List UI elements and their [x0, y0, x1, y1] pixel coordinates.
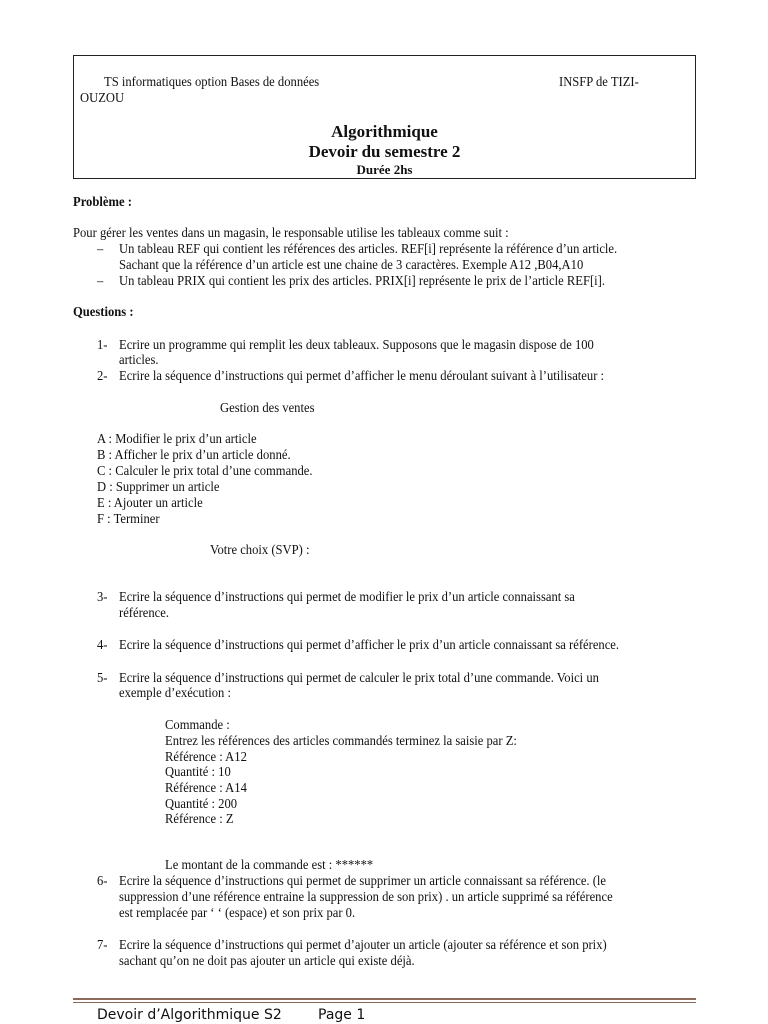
- page-subtitle: Devoir du semestre 2: [308, 142, 461, 161]
- bullet-2: Un tableau PRIX qui contient les prix des articles. PRIX[i] représente le prix de l’article REF[i].: [119, 274, 606, 289]
- q4-number: 4-: [97, 638, 108, 653]
- menu-prompt: Votre choix (SVP) :: [210, 543, 310, 558]
- institution-label-cont: OUZOU: [80, 91, 125, 106]
- institution-label: INSFP de TIZI-: [559, 75, 639, 90]
- page-title: Algorithmique: [331, 122, 438, 141]
- menu-item-c: C : Calculer le prix total d’une commande.: [97, 464, 313, 479]
- example-line: Référence : A14: [165, 781, 247, 796]
- q6-line-1: Ecrire la séquence d’instructions qui permet de supprimer un article connaissant sa référence. (le: [119, 874, 606, 889]
- q6-number: 6-: [97, 874, 108, 889]
- bullet-dash-1: –: [97, 242, 104, 257]
- q2-number: 2-: [97, 369, 108, 384]
- example-line: Commande :: [165, 718, 230, 733]
- questions-heading: Questions :: [73, 305, 134, 320]
- example-result: Le montant de la commande est : ******: [165, 858, 374, 873]
- q6-line-3: est remplacée par ‘ ‘ (espace) et son prix par 0.: [119, 906, 356, 921]
- example-line: Quantité : 200: [165, 797, 238, 812]
- exam-duration: Durée 2hs: [356, 162, 413, 177]
- example-line: Quantité : 10: [165, 765, 231, 780]
- q1-number: 1-: [97, 338, 108, 353]
- q7-number: 7-: [97, 938, 108, 953]
- problem-heading: Problème :: [73, 195, 132, 210]
- footer-rule: [73, 998, 696, 1000]
- q3-number: 3-: [97, 590, 108, 605]
- bullet-dash-2: –: [97, 274, 104, 289]
- menu-item-a: A : Modifier le prix d’un article: [97, 432, 257, 447]
- q7-line-1: Ecrire la séquence d’instructions qui permet d’ajouter un article (ajouter sa référence et son prix): [119, 938, 607, 953]
- bullet-1-line-1: Un tableau REF qui contient les références des articles. REF[i] représente la référence d’un article.: [119, 242, 618, 257]
- q6-line-2: suppression d’une référence entraine la suppression de son prix) . un article supprimé sa référence: [119, 890, 613, 905]
- example-line: Référence : A12: [165, 750, 247, 765]
- example-line: Entrez les références des articles commandés terminez la saisie par Z:: [165, 734, 517, 749]
- q5-line-2: exemple d’exécution :: [119, 686, 231, 701]
- menu-item-f: F : Terminer: [97, 512, 160, 527]
- q3-line-1: Ecrire la séquence d’instructions qui permet de modifier le prix d’un article connaissant sa: [119, 590, 575, 605]
- footer-rule: [73, 1002, 696, 1003]
- problem-intro: Pour gérer les ventes dans un magasin, le responsable utilise les tableaux comme suit :: [73, 226, 509, 241]
- q7-line-2: sachant qu’on ne doit pas ajouter un article qui existe déjà.: [119, 954, 415, 969]
- menu-title: Gestion des ventes: [220, 401, 315, 416]
- q5-line-1: Ecrire la séquence d’instructions qui permet de calculer le prix total d’une commande. Voici un: [119, 671, 599, 686]
- q3-line-2: référence.: [119, 606, 170, 621]
- q1-line-1: Ecrire un programme qui remplit les deux tableaux. Supposons que le magasin dispose de 100: [119, 338, 594, 353]
- q5-number: 5-: [97, 671, 108, 686]
- example-line: Référence : Z: [165, 812, 234, 827]
- q2-line-1: Ecrire la séquence d’instructions qui permet d’afficher le menu déroulant suivant à l’utilisateur :: [119, 369, 605, 384]
- menu-item-b: B : Afficher le prix d’un article donné.: [97, 448, 291, 463]
- course-label: TS informatiques option Bases de données: [104, 75, 320, 90]
- menu-item-d: D : Supprimer un article: [97, 480, 220, 495]
- bullet-1-line-2: Sachant que la référence d’un article est une chaine de 3 caractères. Exemple A12 ,B04,A10: [119, 258, 584, 273]
- header-box: [73, 55, 696, 179]
- q4-line-1: Ecrire la séquence d’instructions qui permet d’afficher le prix d’un article connaissant sa référence.: [119, 638, 620, 653]
- q1-line-2: articles.: [119, 353, 159, 368]
- footer-page-number: Page 1: [318, 1007, 366, 1023]
- menu-item-e: E : Ajouter un article: [97, 496, 203, 511]
- footer-doc-name: Devoir d’Algorithmique S2: [97, 1007, 282, 1023]
